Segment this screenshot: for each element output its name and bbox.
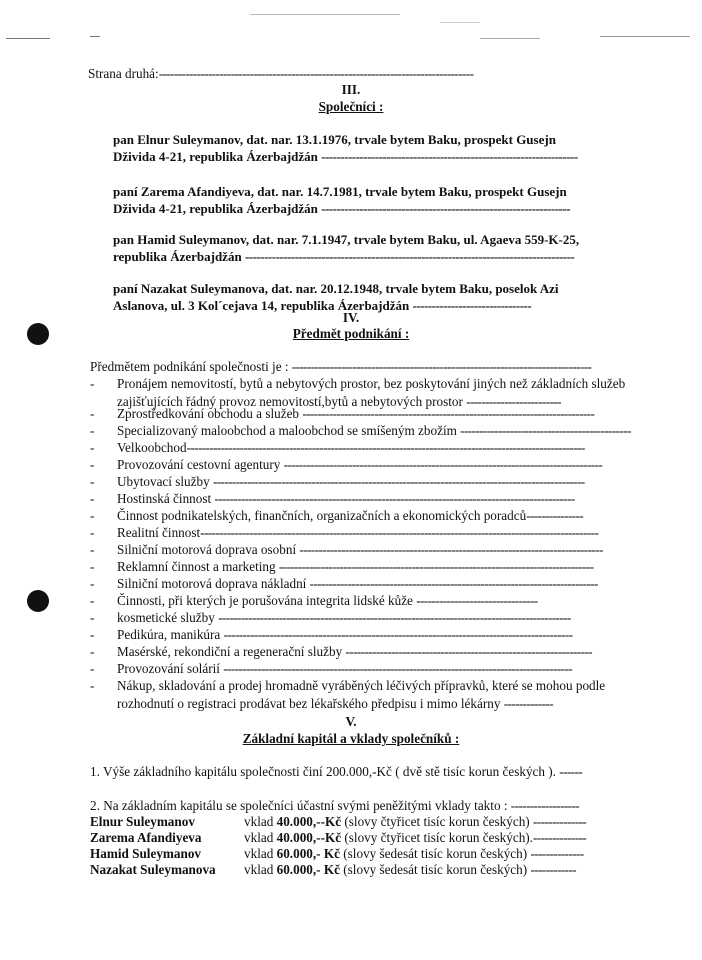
list-item: - Nákup, skladování a prodej hromadně vyráběných léčivých přípravků, které se mohou podle rozhodnutí o registraci prodávat bez lékařského předpisu i mimo lékárny -------------: [90, 678, 606, 711]
deposit-detail: vklad 40.000,--Kč (slovy čtyřicet tisíc korun českých) --------------: [244, 814, 587, 829]
scan-speck: [440, 22, 480, 23]
scan-speck: [6, 38, 50, 39]
activity-text: Pronájem nemovitostí, bytů a nebytových prostor, bez poskytování jiných než základních služeb zajišťujících řádný provoz nemovitostí,bytů a nebytových prostor -------------------------: [117, 376, 626, 409]
partner-line: paní Nazakat Suleymanova, dat. nar. 20.12.1948, trvale bytem Baku, poselok Azi: [113, 281, 559, 296]
scan-speck: [250, 14, 400, 15]
partner-3: pan Hamid Suleymanov, dat. nar. 7.1.1947, trvale bytem Baku, ul. Agaeva 559-K-25, republika Ázerbajdžán --------------------------------------------------------------------------------------: [113, 231, 625, 265]
partner-line: paní Zarema Afandiyeva, dat. nar. 14.7.1981, trvale bytem Baku, prospekt Gusejn: [113, 184, 567, 199]
partner-line: Aslanova, ul. 3 Kol´cejava 14, republika Ázerbajdžán: [113, 298, 410, 313]
list-item: - Pronájem nemovitostí, bytů a nebytových prostor, bez poskytování jiných než základních služeb zajišťujících řádný provoz nemovitostí,bytů a nebytových prostor -------------------------: [90, 375, 630, 411]
section-5-roman: V.: [345, 714, 357, 729]
scan-speck: [600, 36, 690, 37]
partner-4: paní Nazakat Suleymanova, dat. nar. 20.12.1948, trvale bytem Baku, poselok Azi Aslanova, ul. 3 Kol´cejava 14, republika Ázerbajdžán -------------------------------: [113, 280, 625, 314]
partner-line: Dživida 4-21, republika Ázerbajdžán: [113, 201, 318, 216]
partner-line: Dživida 4-21, republika Ázerbajdžán: [113, 149, 318, 164]
deposit-detail: vklad 60.000,- Kč (slovy šedesát tisíc korun českých) --------------: [244, 846, 584, 861]
deposit-detail: vklad 40.000,--Kč (slovy čtyřicet tisíc korun českých).--------------: [244, 830, 587, 845]
capital-clause-2: 2. Na základním kapitálu se společníci účastní svými peněžitými vklady takto : ------------------: [90, 798, 580, 813]
page-label: Strana druhá:: [88, 66, 159, 81]
partner-line: pan Elnur Suleymanov, dat. nar. 13.1.1976, trvale bytem Baku, prospekt Gusejn: [113, 132, 556, 147]
section-5-title: Základní kapitál a vklady společníků :: [242, 731, 460, 746]
scan-speck: [90, 36, 100, 37]
page-header: Strana druhá:-----------------------------------------------------------------------------------: [88, 66, 474, 81]
activities-intro: Předmětem podnikání společnosti je : -------------------------------------------------------------------------------: [90, 359, 592, 374]
section-3-title: Společníci :: [318, 99, 384, 114]
document-page: Strana druhá:----------------------------------------------------------------------------------- III. Společníci : pan Elnur Suleymanov, dat. nar. 13.1.1976, trvale bytem Baku, prospekt Gusejn Dživida 4-21, republika Ázerbajdžán ------------------------------------------------------------------- paní Zarema Afandiyeva, dat. nar. 14.7.1981, trvale bytem Baku, prospekt Gusejn Dživida 4-21, republika Ázerbajdžán ----------------------------------------------------------------- pan Hamid Suleymanov, dat. nar. 7.1.1947, trvale bytem Baku, ul. Agaeva 559-K-25, republika Ázerbajdžán -------------------------------------------------------------------------------------- paní Nazakat Suleymanova, dat. nar. 20.12.1948, trvale bytem Baku, poselok Azi Aslanova, ul. 3 Kol´cejava 14, republika Ázerbajdžán ------------------------------- IV. Předmět podnikání : Předmětem podnikání společnosti je : ------------------------------------------------------------------------------- - Pronájem nemovitostí, bytů a nebytových prostor, bez poskytování jiných než základních služeb zajišťujících řádný provoz nemovitostí,bytů a nebytových prostor ------------------------- - Zprostředkování obchodu a služeb ----------------------------------------------------------------------------- - Specializovaný maloobchod a maloobchod se smíšeným zbožím --------------------------------------------- - Velkoobchod--------------------------------------------------------------------------------------------------------- - Provozování cestovní agentury ------------------------------------------------------------------------------------ - Ubytovací služby -------------------------------------------------------------------------------------------------- - Hostinská činnost ----------------------------------------------------------------------------------------------- - Činnost podnikatelských, finančních, organizačních a ekonomických poradců--------------- - Realitní činnost--------------------------------------------------------------------------------------------------------- - Silniční motorová doprava osobní -------------------------------------------------------------------------------- - Reklamní činnost a marketing ----------------------------------------------------------------------------------- - Silniční motorová doprava nákladní ---------------------------------------------------------------------------- - Činnosti, při kterých je porušována integrita lidské kůže -------------------------------- - kosmetické služby --------------------------------------------------------------------------------------------- - Pedikúra, manikúra -------------------------------------------------------------------------------------------- - Masérské, rekondiční a regenerační služby ----------------------------------------------------------------- - Provozování solárií -------------------------------------------------------------------------------------------- - Nákup, skladování a prodej hromadně vyráběných léčivých přípravků, které se mohou podle rozhodnutí o registraci prodávat bez lékařského předpisu i mimo lékárny ------------- V. Základní kapitál a vklady společníků : 1. Výše základního kapitálu společnosti činí 200.000,-Kč ( dvě stě tisíc korun českých ). ------ 2. Na základním kapitálu se společníci účastní svými peněžitými vklady takto : ------------------ Elnur Suleymanov vklad 40.000,--Kč (slovy čtyřicet tisíc korun českých) -------------- Zarema Afandiyeva vklad 40.000,--Kč (slovy čtyřicet tisíc korun českých).-------------- Hamid Suleymanov vklad 60.000,- Kč (slovy šedesát tisíc korun českých) -------------- Nazakat Suleymanova vklad 60.000,- Kč (slovy šedesát tisíc korun českých) ------------: [0, 0, 702, 960]
partner-1: pan Elnur Suleymanov, dat. nar. 13.1.1976, trvale bytem Baku, prospekt Gusejn Dživida 4-21, republika Ázerbajdžán -------------------------------------------------------------------: [113, 131, 625, 165]
capital-clause-1: 1. Výše základního kapitálu společnosti činí 200.000,-Kč ( dvě stě tisíc korun českých ). ------: [90, 764, 583, 779]
partner-line: pan Hamid Suleymanov, dat. nar. 7.1.1947, trvale bytem Baku, ul. Agaeva 559-K-25,: [113, 232, 580, 247]
partner-name: Nazakat Suleymanova: [90, 862, 216, 877]
section-4-roman: IV.: [342, 310, 360, 325]
section-3-roman: III.: [341, 82, 361, 97]
deposit-detail: vklad 60.000,- Kč (slovy šedesát tisíc korun českých) ------------: [244, 862, 576, 877]
partner-name: Zarema Afandiyeva: [90, 830, 202, 845]
partner-2: paní Zarema Afandiyeva, dat. nar. 14.7.1981, trvale bytem Baku, prospekt Gusejn Dživida 4-21, republika Ázerbajdžán -----------------------------------------------------------------: [113, 183, 625, 217]
scan-speck: [480, 38, 540, 39]
partner-name: Elnur Suleymanov: [90, 814, 195, 829]
section-4-title: Předmět podnikání :: [292, 326, 410, 341]
partner-line: republika Ázerbajdžán: [113, 249, 242, 264]
partner-name: Hamid Suleymanov: [90, 846, 202, 861]
punch-hole: [27, 590, 49, 612]
